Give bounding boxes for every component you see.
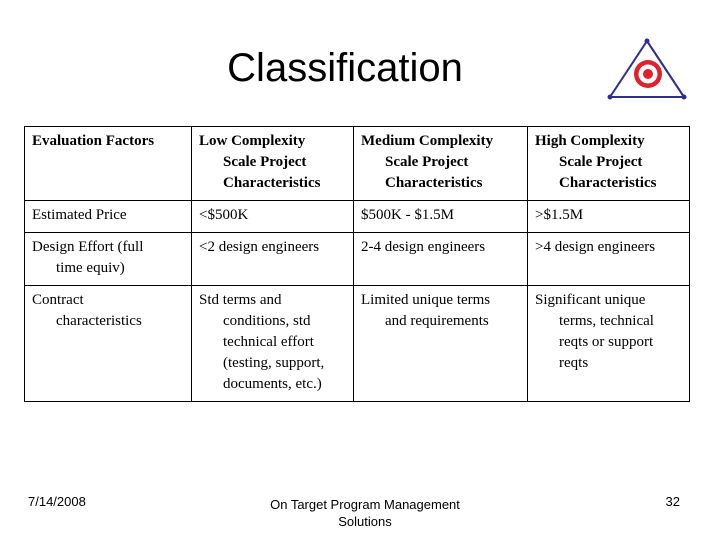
table-header-row: [25, 127, 690, 201]
table-row-contract-characteristics: [25, 286, 690, 402]
header-low-complexity: [192, 127, 354, 201]
cell-line: conditions, std: [223, 313, 311, 329]
footer-company-line: Solutions: [338, 514, 392, 529]
cell-line: characteristics: [56, 313, 142, 329]
footer-company-line: On Target Program Management: [270, 497, 460, 512]
footer-company: [230, 496, 500, 530]
table-cell: [25, 233, 192, 286]
cell-line: >$1.5M: [535, 207, 584, 223]
table-cell: [192, 233, 354, 286]
header-evaluation-factors: [25, 127, 192, 201]
cell-line: and requirements: [385, 313, 489, 329]
header-line: Evaluation Factors: [32, 133, 155, 149]
header-line: Characteristics: [559, 175, 657, 191]
cell-line: Design Effort (full: [32, 239, 144, 255]
table-row-design-effort: [25, 233, 690, 286]
cell-line: <2 design engineers: [199, 239, 320, 255]
cell-line: Limited unique terms: [361, 292, 491, 308]
header-line: Scale Project: [223, 154, 307, 170]
header-line: Medium Complexity: [361, 133, 494, 149]
table-cell: [528, 233, 690, 286]
table-cell: [25, 201, 192, 233]
table-cell: [528, 201, 690, 233]
cell-line: $500K - $1.5M: [361, 207, 454, 223]
cell-line: Contract: [32, 292, 84, 308]
table-cell: [528, 286, 690, 402]
classification-table: [24, 126, 690, 402]
cell-line: Std terms and: [199, 292, 282, 308]
cell-line: terms, technical: [559, 313, 654, 329]
cell-line: Significant unique: [535, 292, 646, 308]
header-line: Scale Project: [385, 154, 469, 170]
header-medium-complexity: [354, 127, 528, 201]
target-triangle-logo-icon: [606, 37, 688, 103]
header-line: Low Complexity: [199, 133, 306, 149]
cell-line: technical effort: [223, 334, 314, 350]
header-line: Scale Project: [559, 154, 643, 170]
cell-line: reqts: [559, 355, 589, 371]
cell-line: <$500K: [199, 207, 249, 223]
table-cell: [25, 286, 192, 402]
header-line: Characteristics: [385, 175, 483, 191]
cell-line: 2-4 design engineers: [361, 239, 486, 255]
table-cell: [354, 233, 528, 286]
header-line: Characteristics: [223, 175, 321, 191]
table-cell: [354, 286, 528, 402]
header-line: High Complexity: [535, 133, 645, 149]
cell-line: documents, etc.): [223, 376, 322, 392]
header-high-complexity: [528, 127, 690, 201]
table-cell: [354, 201, 528, 233]
table-cell: [192, 201, 354, 233]
footer-page-number: 32: [665, 494, 680, 509]
cell-line: (testing, support,: [223, 355, 325, 371]
slide-title: Classification: [227, 46, 463, 90]
footer-date: 7/14/2008: [28, 494, 86, 509]
table-cell: [192, 286, 354, 402]
cell-line: Estimated Price: [32, 207, 127, 223]
table-row-estimated-price: [25, 201, 690, 233]
cell-line: time equiv): [56, 260, 125, 276]
cell-line: reqts or support: [559, 334, 654, 350]
cell-line: >4 design engineers: [535, 239, 656, 255]
